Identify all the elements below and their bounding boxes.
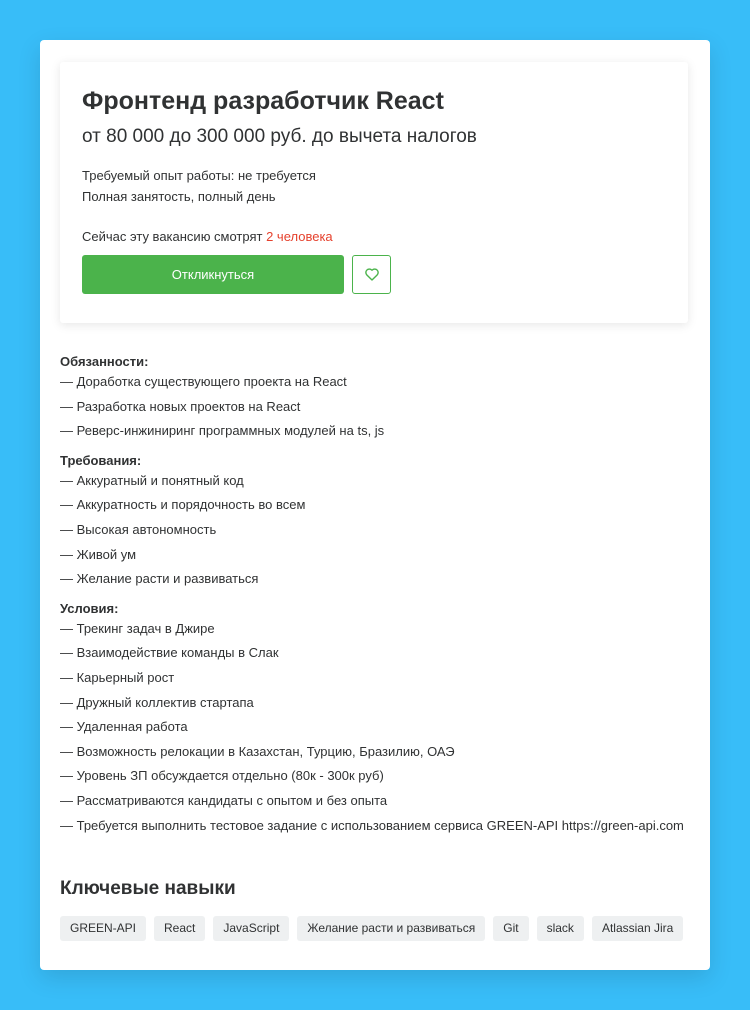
list-item: — Желание расти и развиваться xyxy=(60,571,259,587)
list-item: — Разработка новых проектов на React xyxy=(60,398,301,414)
list-item: — Удаленная работа xyxy=(60,719,188,735)
list-item: — Уровень ЗП обсуждается отдельно (80к - 300к руб) xyxy=(60,768,384,784)
vacancy-description xyxy=(60,354,700,847)
heart-icon xyxy=(365,268,379,281)
section-list xyxy=(60,370,700,444)
employment-text: Полная занятость, полный день xyxy=(82,189,276,204)
vacancy-actions xyxy=(82,255,666,294)
skill-tag: Git xyxy=(493,916,528,941)
list-item: — Трекинг задач в Джире xyxy=(60,620,215,636)
skill-tag: React xyxy=(154,916,205,941)
list-item: — Рассматриваются кандидаты с опытом и без опыта xyxy=(60,792,388,808)
description-section xyxy=(60,453,700,592)
viewers-count: 2 человека xyxy=(266,229,333,244)
favorite-button[interactable] xyxy=(352,255,391,294)
list-item: — Высокая автономность xyxy=(60,521,217,537)
list-item: — Живой ум xyxy=(60,546,137,562)
vacancy-meta xyxy=(82,165,666,207)
skill-tag: Желание расти и развиваться xyxy=(297,916,485,941)
section-heading: Обязанности: xyxy=(60,354,149,369)
viewers-prefix: Сейчас эту вакансию смотрят xyxy=(82,229,267,244)
viewers-text xyxy=(82,228,666,246)
skill-tag: JavaScript xyxy=(213,916,289,941)
experience-text: Требуемый опыт работы: не требуется xyxy=(82,168,316,183)
skills-heading: Ключевые навыки xyxy=(60,878,236,899)
respond-button[interactable]: Откликнуться xyxy=(82,255,344,294)
list-item: — Доработка существующего проекта на React xyxy=(60,374,347,389)
list-item: — Возможность релокации в Казахстан, Турцию, Бразилию, ОАЭ xyxy=(60,743,455,759)
section-heading: Условия: xyxy=(60,600,119,616)
vacancy-title: Фронтенд разработчик React xyxy=(82,87,444,115)
list-item: — Реверс-инжиниринг программных модулей на ts, js xyxy=(60,423,385,439)
list-item: — Аккуратность и порядочность во всем xyxy=(60,497,306,513)
section-list xyxy=(60,469,700,592)
list-item: — Взаимодействие команды в Слак xyxy=(60,645,279,661)
vacancy-header-card xyxy=(60,62,688,323)
skills-list xyxy=(60,916,683,941)
list-item: — Требуется выполнить тестовое задание с использованием сервиса GREEN-API https://green-api.com xyxy=(60,817,684,833)
section-heading: Требования: xyxy=(60,452,142,468)
description-section xyxy=(60,601,700,838)
list-item: — Аккуратный и понятный код xyxy=(60,472,244,488)
description-section xyxy=(60,354,700,444)
skill-tag: Atlassian Jira xyxy=(592,916,683,941)
list-item: — Дружный коллектив стартапа xyxy=(60,694,254,710)
vacancy-salary: от 80 000 до 300 000 руб. до вычета налогов xyxy=(82,126,477,147)
list-item: — Карьерный рост xyxy=(60,669,175,685)
section-list xyxy=(60,617,700,838)
vacancy-page xyxy=(40,40,710,970)
skill-tag: GREEN-API xyxy=(60,916,146,941)
skill-tag: slack xyxy=(537,916,584,941)
